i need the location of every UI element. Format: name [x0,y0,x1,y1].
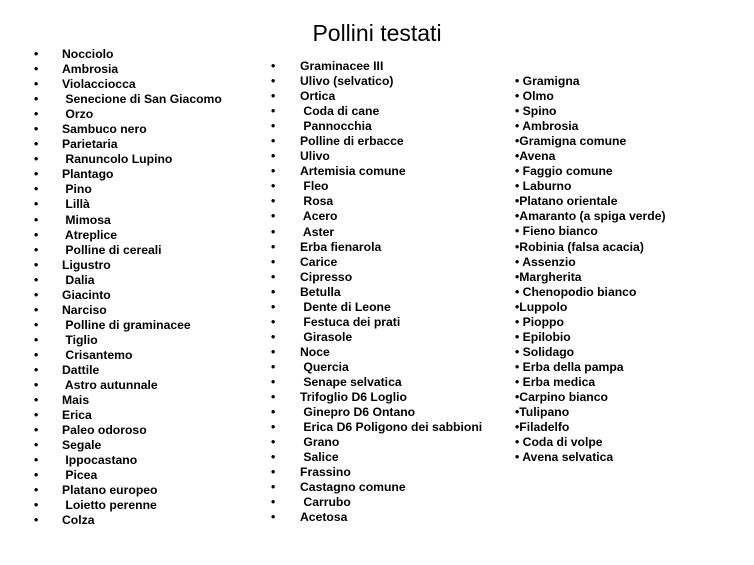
pollen-list-item [271,420,506,435]
bullet-icon: • [34,47,39,61]
bullet-icon: • [271,480,276,495]
pollen-name: Platano europeo [62,483,158,498]
pollen-list-item [34,333,264,348]
pollen-name: • Epilobio [515,329,571,344]
pollen-name: Ranuncolo Lupino [62,152,173,167]
bullet-icon: • [271,194,276,209]
pollen-name: Lillà [62,197,90,212]
pollen-list-item [515,134,750,149]
pollen-name: Graminacee III [300,59,384,73]
pollen-list-item [271,134,506,149]
pollen-list-item [515,450,750,465]
pollen-list-item [515,119,750,134]
bullet-icon: • [271,59,276,73]
pollen-name: Mais [62,393,90,408]
bullet-icon: • [271,164,276,179]
bullet-icon: • [34,227,39,242]
pollen-name: Dattile [62,362,100,377]
pollen-list-item [34,107,264,122]
pollen-list-item [271,225,506,240]
bullet-icon: • [271,299,276,314]
pollen-name: • Spino [515,104,557,119]
bullet-icon: • [34,347,39,362]
pollen-name: Acero [300,209,338,224]
pollen-list-item [34,228,264,243]
pollen-list-item [515,194,750,209]
pollen-list-column-1 [34,47,264,529]
pollen-list-item [271,345,506,360]
bullet-icon: • [271,344,276,359]
bullet-icon: • [271,269,276,284]
pollen-name: Giacinto [62,287,111,302]
pollen-list-item [271,164,506,179]
pollen-list-item [515,104,750,119]
bullet-icon: • [34,77,39,92]
pollen-name: Loietto perenne [62,498,157,513]
pollen-name: Segale [62,438,102,453]
pollen-name: Frassino [300,465,351,480]
bullet-icon: • [271,239,276,254]
pollen-name: •Gramigna comune [515,134,627,149]
pollen-list-item [271,209,506,224]
pollen-list-item [34,137,264,152]
pollen-name: Orzo [62,107,94,122]
bullet-icon: • [271,254,276,269]
bullet-icon: • [34,513,39,528]
pollen-name: Parietaria [62,137,118,152]
pollen-list-item [34,213,264,228]
pollen-name: Dente di Leone [300,299,391,314]
pollen-list-item [34,152,264,167]
pollen-list-item [271,179,506,194]
bullet-icon: • [34,182,39,197]
pollen-list-item [34,273,264,288]
pollen-name: • Faggio comune [515,164,613,179]
pollen-list-item [271,480,506,495]
pollen-list-item [515,149,750,164]
pollen-name: Ginepro D6 Ontano [300,405,416,420]
bullet-icon: • [34,468,39,483]
pollen-list-item [515,300,750,315]
bullet-icon: • [34,453,39,468]
pollen-list-item [271,450,506,465]
pollen-list-item [515,390,750,405]
pollen-list-item [271,330,506,345]
pollen-name: Mimosa [62,212,111,227]
pollen-list-item [271,360,506,375]
pollen-name: Narciso [62,302,107,317]
pollen-name: Pannocchia [300,119,372,134]
bullet-icon: • [34,332,39,347]
pollen-list-item [515,405,750,420]
pollen-list-item [515,179,750,194]
bullet-icon: • [34,212,39,227]
pollen-name: •Luppolo [515,299,568,314]
pollen-name: •Avena [515,149,556,164]
pollen-name: Artemisia comune [300,164,406,179]
pollen-list-item [34,62,264,77]
pollen-name: • Pioppo [515,314,564,329]
bullet-icon: • [271,405,276,420]
pollen-list-item [34,423,264,438]
pollen-list-item [515,89,750,104]
pollen-list-item [34,513,264,528]
pollen-name: • Gramigna [515,74,580,88]
bullet-icon: • [34,167,39,182]
bullet-icon: • [34,287,39,302]
pollen-list-item [271,270,506,285]
pollen-name: Erica [62,408,92,423]
pollen-list-item [34,363,264,378]
pollen-name: • Ambrosia [515,119,579,134]
bullet-icon: • [271,284,276,299]
pollen-list-item [515,360,750,375]
bullet-icon: • [34,152,39,167]
bullet-icon: • [34,242,39,257]
pollen-name: Astro autunnale [62,378,158,393]
pollen-name: Picea [62,468,98,483]
bullet-icon: • [271,390,276,405]
pollen-name: Noce [300,344,330,359]
pollen-list-item [34,92,264,107]
pollen-name: Paleo odoroso [62,423,147,438]
pollen-list-item [34,243,264,258]
pollen-list-item [34,378,264,393]
pollen-name: Dalia [62,272,95,287]
pollen-list-item [515,209,750,224]
pollen-name: Ambrosia [62,62,119,77]
pollen-list-item [271,255,506,270]
pollen-name: Atreplice [62,227,118,242]
pollen-name: Nocciolo [62,47,114,61]
pollen-name: Ulivo (selvatico) [300,74,394,89]
bullet-icon: • [34,498,39,513]
bullet-icon: • [34,122,39,137]
bullet-icon: • [271,119,276,134]
pollen-list-item [271,315,506,330]
pollen-list-item [34,258,264,273]
bullet-icon: • [34,438,39,453]
pollen-list-item [271,240,506,255]
pollen-name: Betulla [300,284,341,299]
pollen-list-item [271,510,506,525]
bullet-icon: • [271,314,276,329]
pollen-name: Polline di graminacee [62,317,191,332]
pollen-name: Polline di erbacce [300,134,404,149]
pollen-name: •Carpino bianco [515,389,608,404]
pollen-list-item [34,393,264,408]
pollen-name: Senape selvatica [300,374,402,389]
bullet-icon: • [34,257,39,272]
pollen-name: Violacciocca [62,77,136,92]
pollen-name: Aster [300,224,335,239]
pollen-name: Ippocastano [62,453,138,468]
bullet-icon: • [34,378,39,393]
pollen-name: Erba fienarola [300,239,382,254]
pollen-name: Crisantemo [62,347,133,362]
pollen-list-item [271,300,506,315]
bullet-icon: • [271,329,276,344]
pollen-list-item [34,77,264,92]
pollen-list-item [515,315,750,330]
pollen-list-item [34,122,264,137]
bullet-icon: • [271,435,276,450]
pollen-list-item [271,59,506,74]
pollen-list-item [515,420,750,435]
bullet-icon: • [34,483,39,498]
bullet-icon: • [34,423,39,438]
pollen-list-item [515,224,750,239]
pollen-list-item [515,255,750,270]
pollen-list-item [271,194,506,209]
pollen-name: Rosa [300,194,334,209]
pollen-list-item [34,197,264,212]
pollen-name: Senecione di San Giacomo [62,92,222,107]
pollen-name: Polline di cereali [62,242,162,257]
bullet-icon: • [271,420,276,435]
pollen-name: • Laburno [515,179,572,194]
bullet-icon: • [271,134,276,149]
pollen-name: • Avena selvatica [515,450,614,465]
pollen-list-item [515,345,750,360]
pollen-list-item [271,149,506,164]
pollen-name: Ortica [300,89,336,104]
pollen-list-item [271,285,506,300]
pollen-list-item [515,270,750,285]
bullet-icon: • [271,450,276,465]
pollen-list-item [515,74,750,89]
bullet-icon: • [34,393,39,408]
pollen-list-item [515,240,750,255]
pollen-list-item [271,375,506,390]
page-title: Pollini testati [312,20,442,46]
pollen-name: Colza [62,513,95,528]
pollen-name: Festuca dei prati [300,314,401,329]
pollen-name: •Amaranto (a spiga verde) [515,209,666,224]
bullet-icon: • [34,137,39,152]
pollen-list-item [34,498,264,513]
pollen-list-item [271,74,506,89]
pollen-name: Pino [62,182,92,197]
bullet-icon: • [271,179,276,194]
pollen-list-item [271,104,506,119]
pollen-list-item [34,47,264,62]
pollen-name: Salice [300,450,339,465]
pollen-list-item [34,303,264,318]
pollen-list-column-3 [515,74,750,465]
pollen-name: •Platano orientale [515,194,618,209]
pollen-name: Plantago [62,167,114,182]
pollen-list-item [515,435,750,450]
pollen-list-item [34,288,264,303]
pollen-list-item [34,318,264,333]
pollen-name: Tiglio [62,332,98,347]
bullet-icon: • [271,510,276,525]
pollen-name: Castagno comune [300,480,406,495]
pollen-name: Cipresso [300,269,353,284]
bullet-icon: • [34,92,39,107]
pollen-name: Erica D6 Poligono dei sabbioni [300,420,483,435]
pollen-list-item [271,405,506,420]
pollen-list-item [271,495,506,510]
bullet-icon: • [34,272,39,287]
pollen-name: Ulivo [300,149,330,164]
pollen-name: • Erba medica [515,374,596,389]
pollen-list-item [515,330,750,345]
pollen-list-item [34,408,264,423]
pollen-list-item [515,164,750,179]
pollen-name: Fleo [300,179,329,194]
bullet-icon: • [34,107,39,122]
pollen-name: Carrubo [300,495,351,510]
bullet-icon: • [34,62,39,77]
bullet-icon: • [271,104,276,119]
bullet-icon: • [34,317,39,332]
bullet-icon: • [34,197,39,212]
pollen-list-item [271,390,506,405]
pollen-list-item [271,89,506,104]
pollen-name: •Margherita [515,269,582,284]
bullet-icon: • [271,359,276,374]
pollen-list-item [34,483,264,498]
pollen-list-item [515,285,750,300]
bullet-icon: • [271,495,276,510]
bullet-icon: • [271,465,276,480]
bullet-icon: • [271,374,276,389]
pollen-name: •Filadelfo [515,420,570,435]
pollen-name: • Solidago [515,344,575,359]
pollen-name: • Fieno bianco [515,224,598,239]
bullet-icon: • [34,302,39,317]
bullet-icon: • [271,209,276,224]
pollen-list-item [34,167,264,182]
pollen-list-item [515,375,750,390]
pollen-name: • Erba della pampa [515,359,624,374]
pollen-name: Acetosa [300,510,348,525]
pollen-name: Ligustro [62,257,111,272]
pollen-name: • Assenzio [515,254,576,269]
pollen-list-item [34,453,264,468]
pollen-list-item [34,182,264,197]
pollen-name: Quercia [300,359,349,374]
pollen-name: Trifoglio D6 Loglio [300,390,407,405]
pollen-name: Carice [300,254,338,269]
pollen-list-item [271,435,506,450]
bullet-icon: • [271,89,276,104]
pollen-list-item [271,465,506,480]
pollen-name: Coda di cane [300,104,380,119]
pollen-name: • Chenopodio bianco [515,284,637,299]
pollen-name: Sambuco nero [62,122,147,137]
bullet-icon: • [34,362,39,377]
pollen-list-column-2 [271,59,506,525]
pollen-list-item [34,468,264,483]
bullet-icon: • [271,74,276,89]
pollen-list-item [34,348,264,363]
pollen-name: Grano [300,435,340,450]
bullet-icon: • [271,224,276,239]
pollen-name: • Coda di volpe [515,435,603,450]
pollen-name: Girasole [300,329,353,344]
pollen-list-item [34,438,264,453]
pollen-name: • Olmo [515,89,554,104]
pollen-name: •Robinia (falsa acacia) [515,239,644,254]
pollen-list-item [271,119,506,134]
pollen-name: •Tulipano [515,405,570,420]
bullet-icon: • [271,149,276,164]
bullet-icon: • [34,408,39,423]
